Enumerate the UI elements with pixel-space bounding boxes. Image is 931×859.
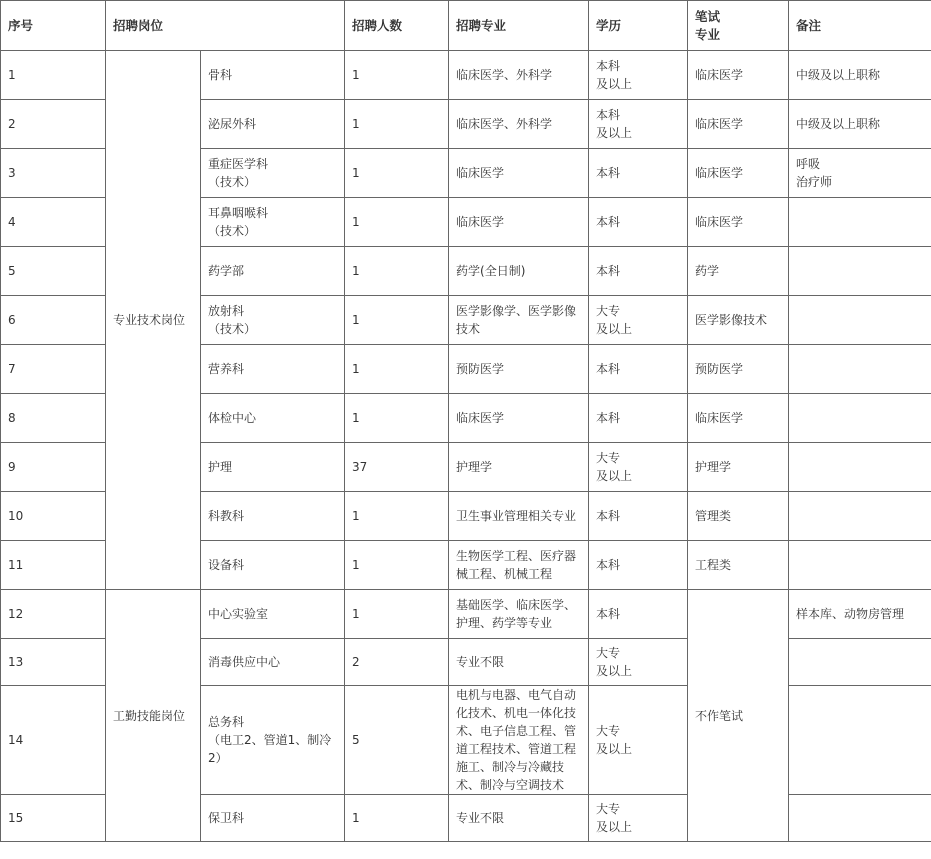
cell-exam: 临床医学 — [688, 394, 789, 443]
cell-dept: 总务科 （电工2、管道1、制冷2） — [201, 686, 345, 795]
cell-exam: 管理类 — [688, 492, 789, 541]
cell-no-exam: 不作笔试 — [688, 590, 789, 842]
cell-edu: 本科 — [589, 590, 688, 639]
cell-remark — [789, 296, 931, 345]
cell-major: 专业不限 — [449, 795, 589, 842]
cell-count: 1 — [345, 100, 449, 149]
cell-exam: 护理学 — [688, 443, 789, 492]
cell-dept: 骨科 — [201, 51, 345, 100]
cell-edu: 本科 — [589, 541, 688, 590]
table-row — [1, 51, 931, 100]
cell-edu: 大专 及以上 — [589, 795, 688, 842]
cell-major: 基础医学、临床医学、护理、药学等专业 — [449, 590, 589, 639]
cell-major: 护理学 — [449, 443, 589, 492]
cell-remark — [789, 198, 931, 247]
cell-major: 临床医学 — [449, 149, 589, 198]
cell-exam: 医学影像技术 — [688, 296, 789, 345]
cell-no: 10 — [1, 492, 106, 541]
cell-count: 2 — [345, 639, 449, 686]
cell-no: 4 — [1, 198, 106, 247]
header-major: 招聘专业 — [449, 1, 589, 51]
header-remark: 备注 — [789, 1, 931, 51]
cell-exam: 预防医学 — [688, 345, 789, 394]
cell-dept: 设备科 — [201, 541, 345, 590]
cell-remark: 中级及以上职称 — [789, 51, 931, 100]
cell-no: 6 — [1, 296, 106, 345]
cell-count: 1 — [345, 149, 449, 198]
cell-remark — [789, 443, 931, 492]
cell-remark — [789, 639, 931, 686]
cell-dept: 中心实验室 — [201, 590, 345, 639]
cell-remark — [789, 795, 931, 842]
cell-no: 5 — [1, 247, 106, 296]
cell-no: 14 — [1, 686, 106, 795]
cell-edu: 本科 — [589, 149, 688, 198]
cell-remark — [789, 541, 931, 590]
cell-count: 1 — [345, 492, 449, 541]
header-position: 招聘岗位 — [106, 1, 345, 51]
cell-major: 临床医学、外科学 — [449, 51, 589, 100]
cell-count: 5 — [345, 686, 449, 795]
cell-dept: 泌尿外科 — [201, 100, 345, 149]
cell-edu: 大专 及以上 — [589, 296, 688, 345]
cell-dept: 药学部 — [201, 247, 345, 296]
cell-remark: 中级及以上职称 — [789, 100, 931, 149]
header-edu: 学历 — [589, 1, 688, 51]
cell-dept: 耳鼻咽喉科 （技术） — [201, 198, 345, 247]
cell-exam: 临床医学 — [688, 100, 789, 149]
cell-exam: 临床医学 — [688, 198, 789, 247]
cell-no: 1 — [1, 51, 106, 100]
cell-remark: 呼吸 治疗师 — [789, 149, 931, 198]
cell-dept: 保卫科 — [201, 795, 345, 842]
cell-edu: 本科 — [589, 198, 688, 247]
cell-major: 预防医学 — [449, 345, 589, 394]
header-no: 序号 — [1, 1, 106, 51]
cell-major: 卫生事业管理相关专业 — [449, 492, 589, 541]
cell-count: 1 — [345, 247, 449, 296]
cell-major: 医学影像学、医学影像技术 — [449, 296, 589, 345]
cell-major: 专业不限 — [449, 639, 589, 686]
cell-edu: 本科 — [589, 247, 688, 296]
cell-major: 电机与电器、电气自动化技术、机电一体化技术、电子信息工程、管道工程技术、管道工程施工、制冷与冷藏技术、制冷与空调技术 — [449, 686, 589, 795]
cell-dept: 重症医学科 （技术） — [201, 149, 345, 198]
cell-count: 1 — [345, 795, 449, 842]
cell-no: 3 — [1, 149, 106, 198]
cell-no: 11 — [1, 541, 106, 590]
cell-remark — [789, 345, 931, 394]
cell-edu: 本科 及以上 — [589, 100, 688, 149]
cell-count: 1 — [345, 51, 449, 100]
cell-exam: 工程类 — [688, 541, 789, 590]
cell-edu: 本科 — [589, 345, 688, 394]
cell-edu: 本科 及以上 — [589, 51, 688, 100]
cell-count: 1 — [345, 541, 449, 590]
cell-count: 1 — [345, 345, 449, 394]
cell-count: 1 — [345, 198, 449, 247]
cell-remark — [789, 686, 931, 795]
cell-dept: 放射科 （技术） — [201, 296, 345, 345]
cell-count: 1 — [345, 394, 449, 443]
cell-remark — [789, 247, 931, 296]
cell-remark — [789, 492, 931, 541]
cell-remark: 样本库、动物房管理 — [789, 590, 931, 639]
header-count: 招聘人数 — [345, 1, 449, 51]
cell-major: 临床医学、外科学 — [449, 100, 589, 149]
cell-count: 37 — [345, 443, 449, 492]
header-row — [1, 1, 931, 51]
group-tech: 专业技术岗位 — [106, 51, 201, 590]
cell-major: 生物医学工程、医疗器械工程、机械工程 — [449, 541, 589, 590]
cell-dept: 消毒供应中心 — [201, 639, 345, 686]
cell-exam: 药学 — [688, 247, 789, 296]
cell-major: 临床医学 — [449, 394, 589, 443]
cell-dept: 护理 — [201, 443, 345, 492]
cell-count: 1 — [345, 296, 449, 345]
cell-no: 7 — [1, 345, 106, 394]
cell-exam: 临床医学 — [688, 51, 789, 100]
cell-no: 9 — [1, 443, 106, 492]
cell-major: 药学(全日制) — [449, 247, 589, 296]
cell-count: 1 — [345, 590, 449, 639]
cell-edu: 本科 — [589, 394, 688, 443]
table-row — [1, 590, 931, 639]
cell-dept: 营养科 — [201, 345, 345, 394]
cell-remark — [789, 394, 931, 443]
cell-edu: 大专 及以上 — [589, 686, 688, 795]
cell-edu: 本科 — [589, 492, 688, 541]
cell-dept: 科教科 — [201, 492, 345, 541]
cell-no: 15 — [1, 795, 106, 842]
cell-exam: 临床医学 — [688, 149, 789, 198]
cell-no: 13 — [1, 639, 106, 686]
cell-no: 2 — [1, 100, 106, 149]
group-skill: 工勤技能岗位 — [106, 590, 201, 842]
cell-no: 8 — [1, 394, 106, 443]
header-exam: 笔试 专业 — [688, 1, 789, 51]
cell-dept: 体检中心 — [201, 394, 345, 443]
cell-major: 临床医学 — [449, 198, 589, 247]
cell-no: 12 — [1, 590, 106, 639]
cell-edu: 大专 及以上 — [589, 443, 688, 492]
cell-edu: 大专 及以上 — [589, 639, 688, 686]
